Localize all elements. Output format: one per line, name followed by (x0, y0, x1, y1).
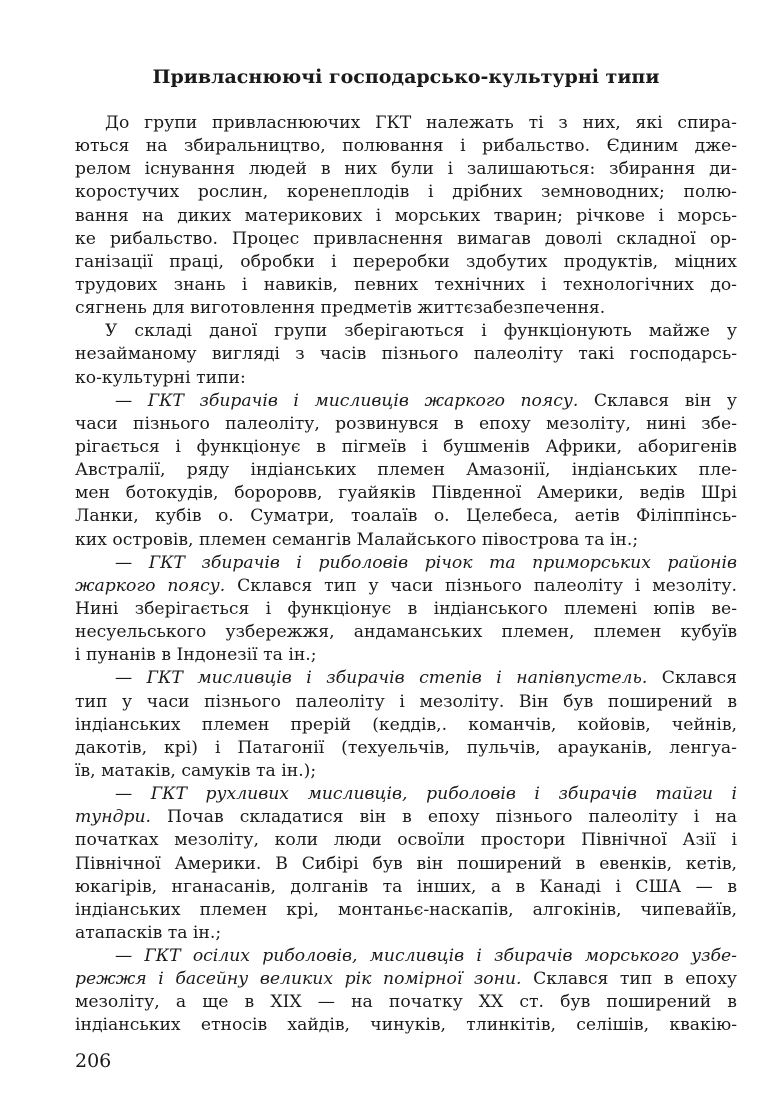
italic-term: жаркого поясу. (75, 575, 226, 596)
line-text: релом існування людей в них були і залишаються: збирання ди- (75, 159, 737, 180)
text-line (75, 112, 737, 135)
text-line (75, 714, 737, 737)
text-line (75, 297, 737, 320)
text-line (75, 367, 737, 390)
text-line (75, 529, 737, 552)
line-text: сягнень для виготовлення предметів життєзабезпечення. (75, 298, 606, 319)
italic-term: — ГКТ збирачів і риболовів річок та приморських районів (115, 552, 737, 573)
text-line (75, 829, 737, 852)
text-line (75, 274, 737, 297)
body-text (75, 112, 737, 1038)
text-line (75, 320, 737, 343)
text-line (75, 552, 737, 575)
line-text: індіанських племен прерій (кеддів,. команчів, койовів, чейнів, (75, 714, 737, 735)
text-line (75, 621, 737, 644)
page-number: 206 (75, 1050, 112, 1072)
line-text: ко-культурні типи: (75, 367, 246, 388)
line-text: індіанських племен крі, монтаньє-наскапів, алгокінів, чипевайїв, (75, 899, 737, 920)
line-text: їв, матаків, самуків та ін.); (75, 760, 317, 781)
italic-term: — ГКТ збирачів і мисливців жаркого поясу. (115, 390, 579, 411)
text-line (75, 991, 737, 1014)
text-line (75, 876, 737, 899)
text-line (75, 737, 737, 760)
italic-term: — ГКТ рухливих мисливців, риболовів і збирачів тайги і (115, 784, 737, 805)
italic-term: — ГКТ осілих риболовів, мисливців і збирачів морського узбе- (115, 946, 737, 967)
text-line (75, 413, 737, 436)
line-text: і пунанів в Індонезії та ін.; (75, 645, 317, 666)
line-text: дакотів, крі) і Патагонії (техуельчів, пульчів, арауканів, ленгуа- (75, 737, 737, 758)
line-text: Ланки, кубів о. Суматри, тоалаїв о. Целебеса, аетів Філіппінсь- (75, 506, 737, 527)
text-line (75, 436, 737, 459)
line-text: Північної Америки. В Сибірі був він поширений в евенків, кетів, (75, 853, 737, 874)
text-line (75, 853, 737, 876)
line-text: Склався тип в епоху (521, 969, 737, 990)
line-text: рігається і функціонує в пігмеїв і бушменів Африки, аборигенів (75, 436, 737, 457)
line-text: тип у часи пізнього палеоліту і мезоліту. Він був поширений в (75, 691, 737, 712)
text-line (75, 783, 737, 806)
line-text: індіанських етносів хайдів, чинуків, тлинкітів, селішів, квакію- (75, 1015, 737, 1036)
text-line (75, 598, 737, 621)
text-line (75, 158, 737, 181)
line-text: Австралії, ряду індіанських племен Амазонії, індіанських пле- (75, 460, 737, 481)
text-line (75, 205, 737, 228)
section-title: Привласнюючі господарсько-культурні типи (152, 66, 660, 88)
line-text: вання на диких материкових і морських тварин; річкове і морсь- (75, 205, 737, 226)
line-text: часи пізнього палеоліту, розвинувся в епоху мезоліту, нині збе- (75, 413, 737, 434)
line-text: ких островів, племен семангів Малайського півострова та ін.; (75, 529, 639, 550)
line-text: незайманому вигляді з часів пізнього палеоліту такі господарсь- (75, 344, 737, 365)
text-line (75, 459, 737, 482)
text-line (75, 644, 737, 667)
text-line (75, 251, 737, 274)
text-line (75, 390, 737, 413)
line-text: початках мезоліту, коли люди освоїли простори Північної Азії і (75, 830, 737, 851)
text-line (75, 806, 737, 829)
line-text: ке рибальство. Процес привласнення вимагав доволі складної ор- (75, 228, 737, 249)
text-line (75, 922, 737, 945)
line-text: Склався (647, 668, 738, 689)
line-text: У складі даної групи зберігаються і функціонують майже у (105, 321, 737, 342)
text-line (75, 968, 737, 991)
italic-term: режжя і басейну великих рік помірної зони. (75, 969, 522, 990)
line-text: мен ботокудів, бороровв, гуайяків Південної Америки, ведів Шрі (75, 483, 737, 504)
line-text: юкагірів, нганасанів, долганів та інших, а в Канаді і США — в (75, 876, 737, 897)
text-line (75, 945, 737, 968)
text-line (75, 899, 737, 922)
text-line (75, 1014, 737, 1037)
line-text: До групи привласнюючих ГКТ належать ті з них, які спира- (105, 113, 737, 133)
line-text: Склався він у (578, 390, 738, 411)
italic-term: тундри. (75, 807, 152, 828)
line-text: атапасків та ін.; (75, 922, 222, 943)
text-line (75, 691, 737, 714)
text-line (75, 482, 737, 505)
line-text: Склався тип у часи пізнього палеоліту і мезоліту. (225, 575, 737, 596)
line-text: Нині зберігається і функціонує в індіанського племені юпів ве- (75, 598, 737, 619)
text-line (75, 760, 737, 783)
italic-term: — ГКТ мисливців і збирачів степів і напівпустель. (115, 668, 648, 689)
text-line (75, 667, 737, 690)
line-text: ються на збиральництво, полювання і рибальство. Єдиним дже- (75, 136, 737, 157)
text-line (75, 181, 737, 204)
line-text: трудових знань і навиків, певних технічних і технологічних до- (75, 274, 737, 295)
line-text: коростучих рослин, коренеплодів і дрібних земноводних; полю- (75, 182, 737, 203)
text-line (75, 575, 737, 598)
text-line (75, 135, 737, 158)
text-line (75, 505, 737, 528)
line-text: ганізації праці, обробки і переробки здобутих продуктів, міцних (75, 251, 737, 272)
line-text: Почав складатися він в епоху пізнього палеоліту і на (151, 807, 737, 828)
line-text: несуельського узбережжя, андаманських племен, племен кубуїв (75, 622, 737, 643)
line-text: мезоліту, а ще в XIX — на початку XX ст. був поширений в (75, 992, 737, 1013)
text-line (75, 343, 737, 366)
text-line (75, 228, 737, 251)
